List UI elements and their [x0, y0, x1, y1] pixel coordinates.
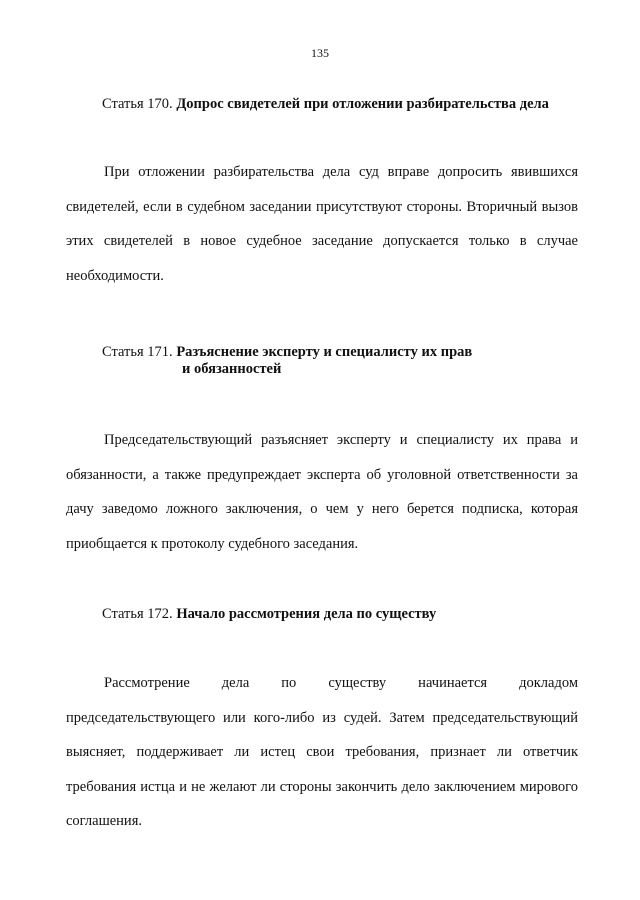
article-number: Статья 171. — [102, 344, 173, 360]
article-title: Начало рассмотрения дела по существу — [176, 606, 437, 622]
article-number: Статья 172. — [102, 606, 173, 622]
article-172-text: Рассмотрение дела по существу начинается докладом председательствующего или кого-либо из судей. Затем председательствующий выясняет, поддерживает ли истец свои требования, признает ли ответчик требования истца и не желают ли стороны закончить дело заключением мирового соглашения. — [66, 675, 578, 829]
article-171-heading — [102, 344, 472, 378]
page-number: 135 — [311, 46, 329, 60]
article-172-heading — [102, 606, 436, 623]
article-170-text: При отложении разбирательства дела суд вправе допросить явившихся свидетелей, если в судебном заседании присутствуют стороны. Вторичный вызов этих свидетелей в новое судебное заседание допускается только в случае необходимости. — [66, 164, 578, 284]
article-title: Разъяснение эксперту и специалисту их прав — [176, 344, 473, 360]
article-171-text: Председательствующий разъясняет эксперту и специалисту их права и обязанности, а также предупреждает эксперта об уголовной ответственности за дачу заведомо ложного заключения, о чем у него берется подписка, которая приобщается к протоколу судебного заседания. — [66, 432, 578, 552]
article-number: Статья 170. — [102, 96, 173, 112]
article-170-heading — [102, 96, 549, 113]
article-title-line2: и обязанностей — [182, 361, 282, 377]
article-title: Допрос свидетелей при отложении разбирательства дела — [176, 96, 549, 112]
